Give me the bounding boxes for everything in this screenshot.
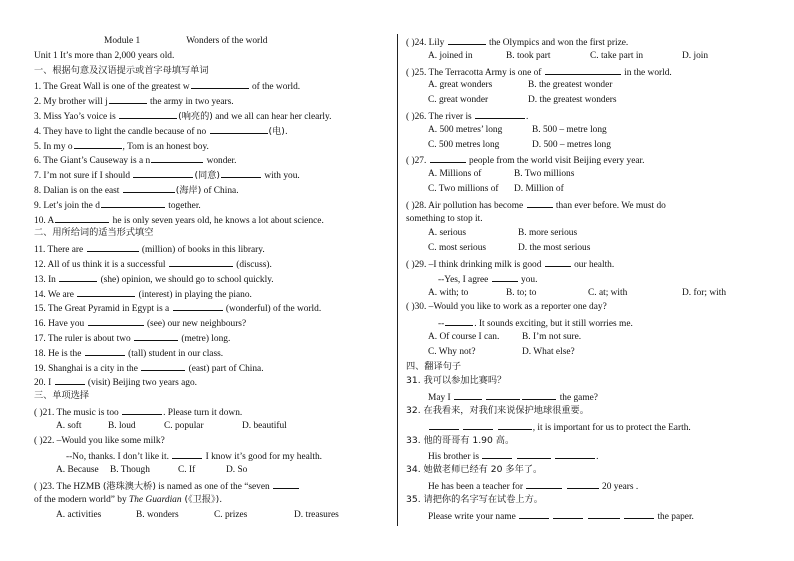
answer-blank[interactable] <box>448 34 486 45</box>
answer-blank[interactable] <box>482 448 512 459</box>
question-4: 4. They have to light the candle because of no (电). <box>34 123 389 138</box>
question-27: ( )27. people from the world visit Beijing every year. <box>406 152 760 167</box>
question-8: 8. Dalian is on the east (海岸) of China. <box>34 182 389 197</box>
option-c[interactable]: C. Why not? <box>428 346 476 357</box>
answer-blank[interactable] <box>101 197 165 208</box>
question-32-chinese: 32. 在我看来，对我们来说保护地球很重要。 <box>406 404 589 416</box>
answer-blank[interactable] <box>445 315 473 326</box>
option-a[interactable]: A. 500 metres’ long <box>428 124 503 135</box>
answer-blank[interactable] <box>122 404 162 415</box>
question-23: ( )23. The HZMB (港珠澳大桥) is named as one of the “seven <box>34 478 389 493</box>
question-30: ( )30. –Would you like to work as a reporter one day? <box>406 302 607 313</box>
option-b[interactable]: B. the greatest wonder <box>528 80 613 91</box>
answer-blank[interactable] <box>526 478 562 489</box>
option-b[interactable]: B. to; to <box>506 287 537 298</box>
question-29-options <box>406 286 760 301</box>
question-23-options <box>34 508 389 523</box>
question-5: 5. In my o , Tom is an honest boy. <box>34 138 389 153</box>
question-35-english: Please write your name the paper. <box>406 508 760 523</box>
question-26-options-cd <box>406 138 760 153</box>
section2-heading: 二、用所给词的适当形式填空 <box>34 227 154 239</box>
question-12: 12. All of us think it is a successful (discuss). <box>34 256 389 271</box>
module-number: Module 1 <box>104 36 141 46</box>
question-30-options-cd <box>406 345 760 360</box>
option-b[interactable]: B. Two millions <box>514 169 575 180</box>
question-10: 10. A he is only seven years old, he knows a lot about science. <box>34 212 389 227</box>
question-30-reply: -- . It sounds exciting, but it still worries me. <box>406 315 760 330</box>
section1-heading: 一、根据句意及汉语提示或首字母填写单词 <box>34 64 209 76</box>
answer-blank[interactable] <box>588 508 620 519</box>
option-d[interactable]: D. 500 – metres long <box>532 139 611 150</box>
option-c[interactable]: C. 500 metres long <box>428 139 500 150</box>
answer-blank[interactable] <box>555 448 595 459</box>
question-31-chinese: 31. 我可以参加比赛吗？ <box>406 375 507 387</box>
question-22: ( )22. –Would you like some milk? <box>34 435 165 446</box>
answer-blank[interactable] <box>210 123 268 134</box>
option-a[interactable]: A. Millions of <box>428 169 482 180</box>
answer-blank[interactable] <box>109 93 147 104</box>
question-15: 15. The Great Pyramid in Egypt is a (wonderful) of the world. <box>34 300 389 315</box>
answer-blank[interactable] <box>77 286 135 297</box>
answer-blank[interactable] <box>273 478 299 489</box>
option-d[interactable]: D. join <box>682 50 709 61</box>
question-26-options-ab <box>406 123 760 138</box>
question-14: 14. We are (interest) in playing the piano. <box>34 286 389 301</box>
question-28-cont: something to stop it. <box>406 213 483 224</box>
question-21-options <box>34 419 389 434</box>
question-33-english: His brother is . <box>406 448 760 463</box>
answer-blank[interactable] <box>429 419 459 430</box>
question-24-options <box>406 49 760 64</box>
option-a[interactable]: A. Because <box>56 465 99 476</box>
option-b[interactable]: B. 500 – metre long <box>532 124 607 135</box>
question-23-cont: of the modern world” by The Guardian (《卫报》). <box>34 493 223 505</box>
left-column <box>34 34 389 522</box>
question-9: 9. Let’s join the d together. <box>34 197 389 212</box>
question-22-options <box>34 463 389 478</box>
answer-blank[interactable] <box>134 330 178 341</box>
option-c[interactable]: C. great wonder <box>428 95 489 106</box>
question-11: 11. There are (million) of books in this library. <box>34 241 389 256</box>
option-a[interactable]: A. Of course I can. <box>428 331 500 342</box>
option-c[interactable]: C. Two millions of <box>428 183 499 194</box>
answer-blank[interactable] <box>486 389 520 400</box>
question-35-chinese: 35. 请把你的名字写在试卷上方。 <box>406 493 543 505</box>
answer-blank[interactable] <box>624 508 654 519</box>
answer-blank[interactable] <box>123 182 175 193</box>
answer-blank[interactable] <box>475 108 525 119</box>
answer-blank[interactable] <box>87 241 139 252</box>
answer-blank[interactable] <box>463 419 493 430</box>
option-d[interactable]: D. What else? <box>522 346 575 357</box>
question-26: ( )26. The river is . <box>406 108 760 123</box>
question-28: ( )28. Air pollution has become than ever before. We must do <box>406 197 760 212</box>
question-33-chinese: 33. 他的哥哥有 1.90 高。 <box>406 434 515 446</box>
answer-blank[interactable] <box>519 508 549 519</box>
answer-blank[interactable] <box>141 360 185 371</box>
option-c[interactable]: C. If <box>178 465 196 476</box>
answer-blank[interactable] <box>545 256 571 267</box>
question-1: 1. The Great Wall is one of the greatest w of the world. <box>34 78 389 93</box>
module-header <box>34 34 389 49</box>
question-24: ( )24. Lily the Olympics and won the first prize. <box>406 34 760 49</box>
answer-blank[interactable] <box>454 389 482 400</box>
answer-blank[interactable] <box>151 152 203 163</box>
answer-blank[interactable] <box>545 64 621 75</box>
question-25-options-cd <box>406 93 760 108</box>
question-29: ( )29. –I think drinking milk is good our health. <box>406 256 760 271</box>
question-20: 20. I (visit) Beijing two years ago. <box>34 374 389 389</box>
option-c[interactable]: C. take part in <box>590 50 644 61</box>
option-a[interactable]: A. joined in <box>428 50 473 61</box>
answer-blank[interactable] <box>88 315 144 326</box>
answer-blank[interactable] <box>133 167 193 178</box>
option-a[interactable]: A. with; to <box>428 287 469 298</box>
question-30-options-ab <box>406 330 760 345</box>
option-b[interactable]: B. Though <box>110 465 150 476</box>
option-d[interactable]: D. the most serious <box>518 243 591 254</box>
unit-title: Unit 1 It’s more than 2,000 years old. <box>34 50 175 61</box>
option-a[interactable]: A. activities <box>56 509 102 520</box>
question-27-options-cd <box>406 182 760 197</box>
option-b[interactable]: B. more serious <box>518 228 578 239</box>
option-d[interactable]: D. the greatest wonders <box>528 95 617 106</box>
answer-blank[interactable] <box>221 167 261 178</box>
option-b[interactable]: B. wonders <box>136 509 179 520</box>
answer-blank[interactable] <box>85 345 125 356</box>
module-title: Wonders of the world <box>186 36 268 46</box>
option-d[interactable]: D. treasures <box>294 509 339 520</box>
question-18: 18. He is the (tall) student in our class. <box>34 345 389 360</box>
question-25: ( )25. The Terracotta Army is one of in the world. <box>406 64 760 79</box>
question-27-options-ab <box>406 167 760 182</box>
answer-blank[interactable] <box>55 374 85 385</box>
column-divider <box>397 34 398 526</box>
answer-blank[interactable] <box>492 271 518 282</box>
answer-blank[interactable] <box>553 508 583 519</box>
answer-blank[interactable] <box>191 78 249 89</box>
question-29-reply: --Yes, I agree you. <box>406 271 760 286</box>
question-21: ( )21. The music is too . Please turn it down. <box>34 404 389 419</box>
option-d[interactable]: D. for; with <box>682 287 727 298</box>
answer-blank[interactable] <box>430 152 466 163</box>
answer-blank[interactable] <box>59 271 97 282</box>
answer-blank[interactable] <box>498 419 532 430</box>
answer-blank[interactable] <box>522 389 556 400</box>
answer-blank[interactable] <box>527 197 553 208</box>
answer-blank[interactable] <box>119 108 177 119</box>
option-b[interactable]: B. took part <box>506 50 551 61</box>
question-28-options-ab <box>406 226 760 241</box>
answer-blank[interactable] <box>517 448 551 459</box>
question-16: 16. Have you (see) our new neighbours? <box>34 315 389 330</box>
question-32-english: , it is important for us to protect the Earth. <box>406 419 760 434</box>
question-34-english: He has been a teacher for 20 years . <box>406 478 760 493</box>
question-25-options-ab <box>406 78 760 93</box>
question-17: 17. The ruler is about two (metre) long. <box>34 330 389 345</box>
section3-heading: 三、单项选择 <box>34 390 90 402</box>
option-b[interactable]: B. I’m not sure. <box>522 331 582 342</box>
section4-heading: 四、翻译句子 <box>406 360 462 372</box>
option-c[interactable]: C. prizes <box>214 509 248 520</box>
option-a[interactable]: A. serious <box>428 228 467 239</box>
question-13: 13. In (she) opinion, we should go to school quickly. <box>34 271 389 286</box>
option-d[interactable]: D. So <box>226 465 248 476</box>
question-22-reply: --No, thanks. I don’t like it. I know it’s good for my health. <box>34 448 389 463</box>
question-28-options-cd <box>406 241 760 256</box>
answer-blank[interactable] <box>173 300 223 311</box>
option-b[interactable]: B. loud <box>108 420 136 431</box>
option-d[interactable]: D. Million of <box>514 183 564 194</box>
question-2: 2. My brother will j the army in two years. <box>34 93 389 108</box>
option-c[interactable]: C. at; with <box>588 287 628 298</box>
option-d[interactable]: D. beautiful <box>242 420 287 431</box>
answer-blank[interactable] <box>172 448 202 459</box>
option-a[interactable]: A. soft <box>56 420 82 431</box>
question-7: 7. I’m not sure if I should (同意) with you. <box>34 167 389 182</box>
option-c[interactable]: C. most serious <box>428 243 487 254</box>
option-c[interactable]: C. popular <box>164 420 204 431</box>
answer-blank[interactable] <box>169 256 233 267</box>
question-19: 19. Shanghai is a city in the (east) part of China. <box>34 360 389 375</box>
right-column <box>406 34 760 522</box>
answer-blank[interactable] <box>74 138 122 149</box>
answer-blank[interactable] <box>567 478 599 489</box>
question-3: 3. Miss Yao’s voice is (响亮的) and we all can hear her clearly. <box>34 108 389 123</box>
question-34-chinese: 34. 她做老师已经有 20 多年了。 <box>406 464 543 476</box>
question-31-english: May I the game? <box>406 389 760 404</box>
option-a[interactable]: A. great wonders <box>428 80 493 91</box>
answer-blank[interactable] <box>55 212 109 223</box>
question-6: 6. The Giant’s Causeway is a n wonder. <box>34 152 389 167</box>
